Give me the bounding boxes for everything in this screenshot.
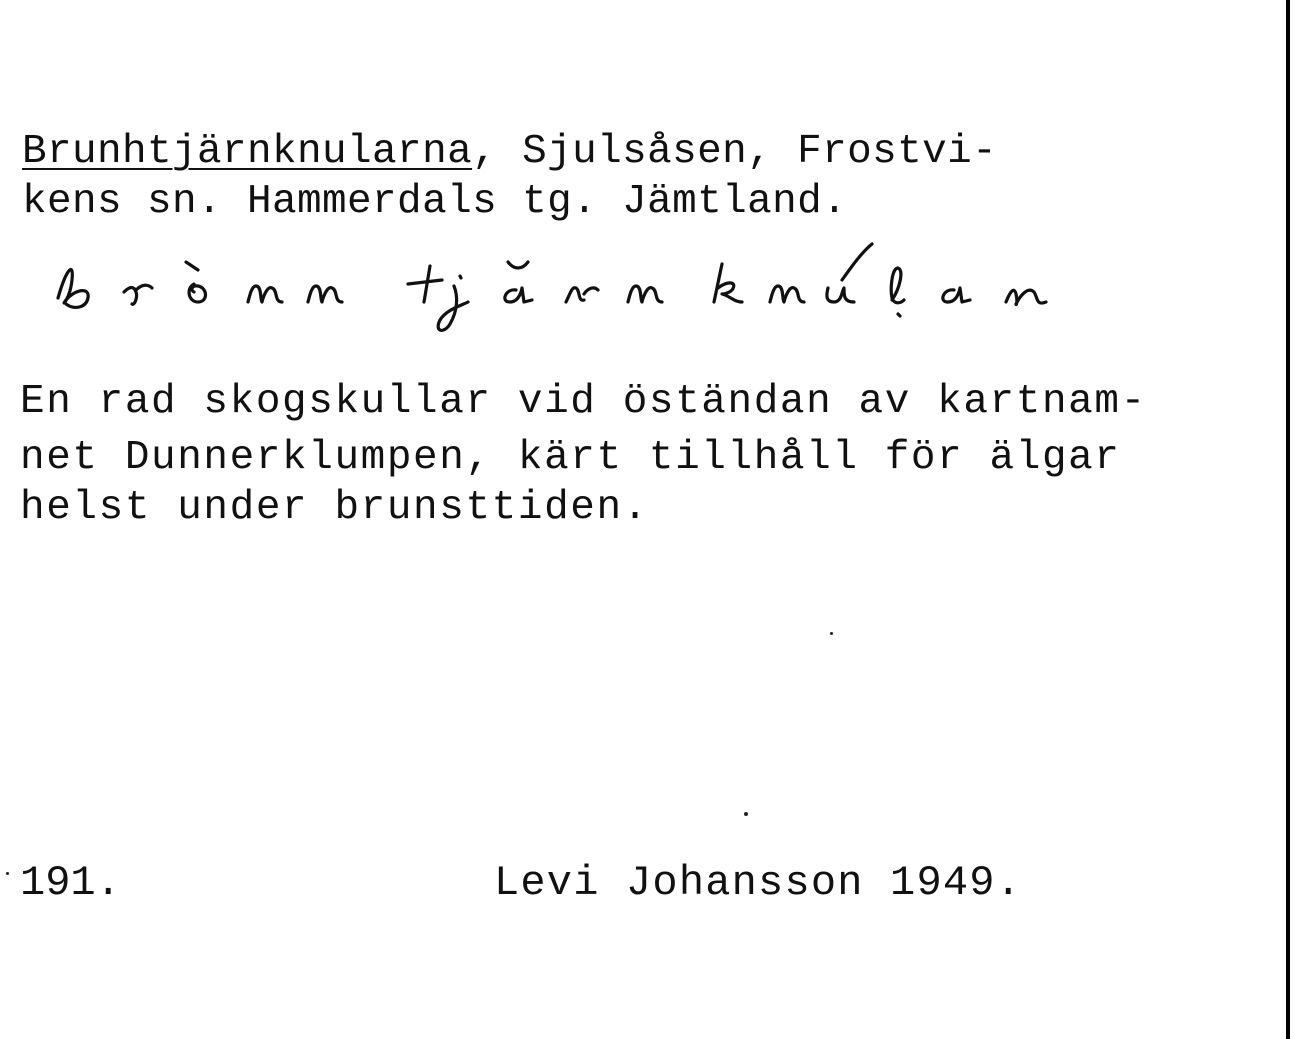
heading-location: , Sjulsåsen, Frostvi- [472, 129, 998, 175]
heading-line-2: kens sn. Hammerdals tg. Jämtland. [22, 179, 848, 225]
description-line-3: helst under brunsttiden. [20, 485, 649, 531]
card-edge-line [1286, 0, 1290, 1039]
description-line-1: En rad skogskullar vid öständan av kartnam- [20, 379, 1147, 425]
archive-number: 191. [20, 859, 121, 907]
paper-speck [830, 632, 833, 635]
handwritten-pronunciation [46, 240, 1256, 340]
heading-line-1 [22, 128, 997, 176]
author-and-year: Levi Johansson 1949. [494, 859, 1023, 907]
paper-speck [744, 812, 748, 816]
description-line-2: net Dunnerklumpen, kärt tillhåll för älgar [20, 435, 1121, 481]
place-name: Brunhtjärnknularna [22, 129, 473, 175]
paper-speck [6, 872, 9, 875]
